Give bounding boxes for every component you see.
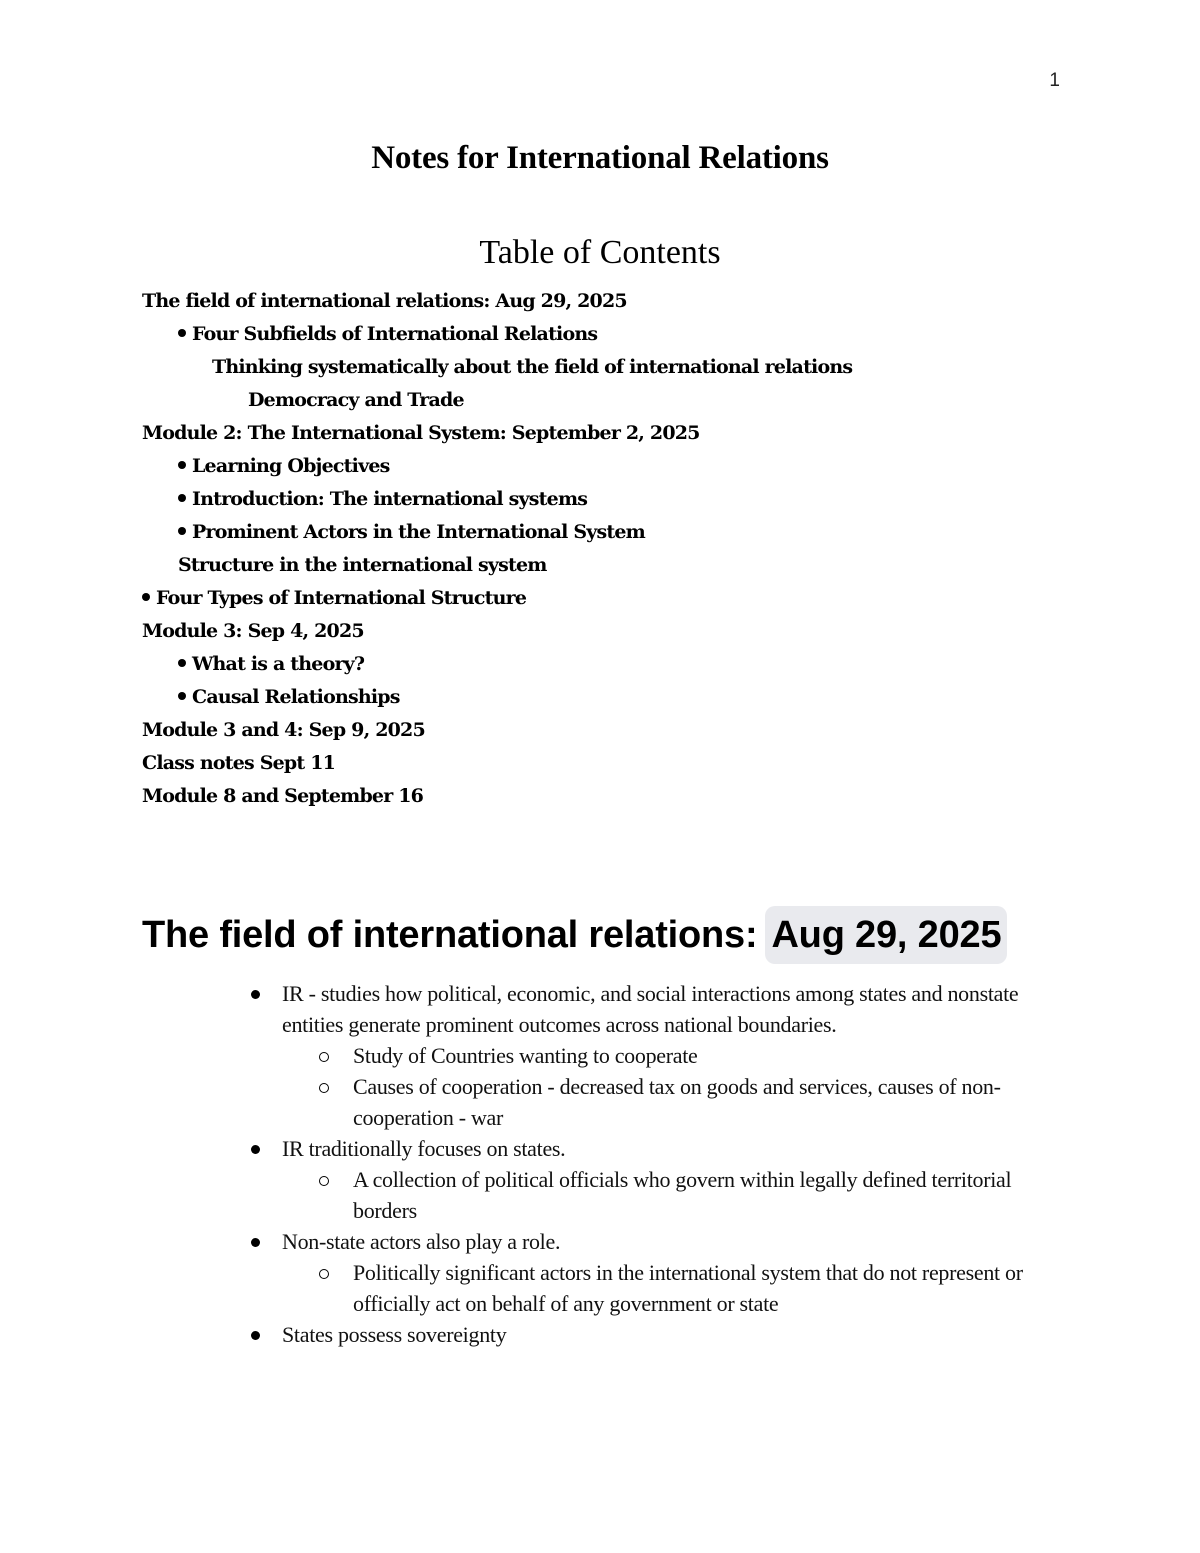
toc-entry[interactable]: [142, 549, 1102, 582]
toc-entry[interactable]: [142, 681, 1102, 714]
bullet-icon: [251, 1331, 260, 1340]
toc-entry-label: Democracy and Trade: [248, 389, 464, 411]
toc-entry[interactable]: [142, 648, 1102, 681]
toc-entry[interactable]: [142, 747, 1102, 780]
list-item-text: A collection of political officials who govern within legally defined territorial borders: [353, 1167, 1012, 1223]
toc-entry-label: The field of international relations: Aug 29, 2025: [142, 290, 627, 312]
list-item: [353, 1071, 1043, 1133]
toc-entry-label: Four Subfields of International Relations: [192, 323, 598, 345]
document-title: Notes for International Relations: [371, 140, 829, 176]
toc-entry-label: Prominent Actors in the International System: [192, 521, 645, 543]
section-heading: [142, 906, 1007, 964]
list-item: [353, 1164, 1043, 1226]
bullet-icon: [178, 659, 186, 667]
toc-entry[interactable]: [142, 780, 1102, 813]
bullet-icon: [142, 593, 150, 601]
bullet-icon: [178, 494, 186, 502]
table-of-contents: [142, 285, 1102, 813]
bullet-icon: [178, 527, 186, 535]
list-item: [282, 1226, 1042, 1257]
toc-entry-label: Module 2: The International System: September 2, 2025: [142, 422, 700, 444]
bullet-icon: [251, 1238, 260, 1247]
toc-entry-label: Structure in the international system: [178, 554, 547, 576]
hollow-bullet-icon: [319, 1052, 329, 1062]
section-notes: [0, 978, 1200, 1350]
toc-entry-label: Four Types of International Structure: [156, 587, 527, 609]
list-item: [353, 1257, 1043, 1319]
toc-entry[interactable]: [142, 615, 1102, 648]
toc-entry-label: Thinking systematically about the field of international relations: [212, 356, 853, 378]
toc-entry[interactable]: [142, 318, 1102, 351]
toc-entry[interactable]: [142, 516, 1102, 549]
toc-entry[interactable]: [142, 384, 1102, 417]
list-item: [282, 1133, 1042, 1164]
toc-entry[interactable]: [142, 483, 1102, 516]
bullet-icon: [178, 461, 186, 469]
toc-entry[interactable]: [142, 582, 1102, 615]
list-item-text: IR - studies how political, economic, and social interactions among states and nonstate entities generate prominent outcomes across national boundaries.: [282, 981, 1019, 1037]
toc-entry-label: Class notes Sept 11: [142, 752, 336, 774]
toc-entry[interactable]: [142, 285, 1102, 318]
date-chip[interactable]: Aug 29, 2025: [765, 906, 1007, 964]
list-item-text: Causes of cooperation - decreased tax on goods and services, causes of non-cooperation - war: [353, 1074, 1001, 1130]
bullet-icon: [178, 329, 186, 337]
toc-entry-label: Module 3: Sep 4, 2025: [142, 620, 364, 642]
list-item-text: States possess sovereignty: [282, 1322, 507, 1347]
toc-entry-label: Introduction: The international systems: [192, 488, 588, 510]
list-item-text: Study of Countries wanting to cooperate: [353, 1043, 698, 1068]
section-heading-text: The field of international relations:: [142, 914, 758, 956]
toc-heading: Table of Contents: [479, 234, 721, 271]
toc-entry-label: What is a theory?: [192, 653, 365, 675]
bullet-icon: [178, 692, 186, 700]
toc-entry[interactable]: [142, 417, 1102, 450]
toc-entry[interactable]: [142, 450, 1102, 483]
bullet-icon: [251, 990, 260, 999]
toc-entry-label: Learning Objectives: [192, 455, 390, 477]
toc-entry-label: Module 3 and 4: Sep 9, 2025: [142, 719, 425, 741]
list-item: [353, 1040, 1043, 1071]
list-item: [282, 1319, 1042, 1350]
list-item: [282, 978, 1042, 1040]
toc-entry[interactable]: [142, 351, 1102, 384]
hollow-bullet-icon: [319, 1176, 329, 1186]
hollow-bullet-icon: [319, 1083, 329, 1093]
list-item-text: Non-state actors also play a role.: [282, 1229, 561, 1254]
bullet-icon: [251, 1145, 260, 1154]
list-item-text: IR traditionally focuses on states.: [282, 1136, 566, 1161]
hollow-bullet-icon: [319, 1269, 329, 1279]
list-item-text: Politically significant actors in the international system that do not represent or officially act on behalf of any government or state: [353, 1260, 1023, 1316]
toc-entry-label: Module 8 and September 16: [142, 785, 424, 807]
page-number: 1: [1049, 70, 1060, 91]
toc-entry-label: Causal Relationships: [192, 686, 400, 708]
toc-entry[interactable]: [142, 714, 1102, 747]
